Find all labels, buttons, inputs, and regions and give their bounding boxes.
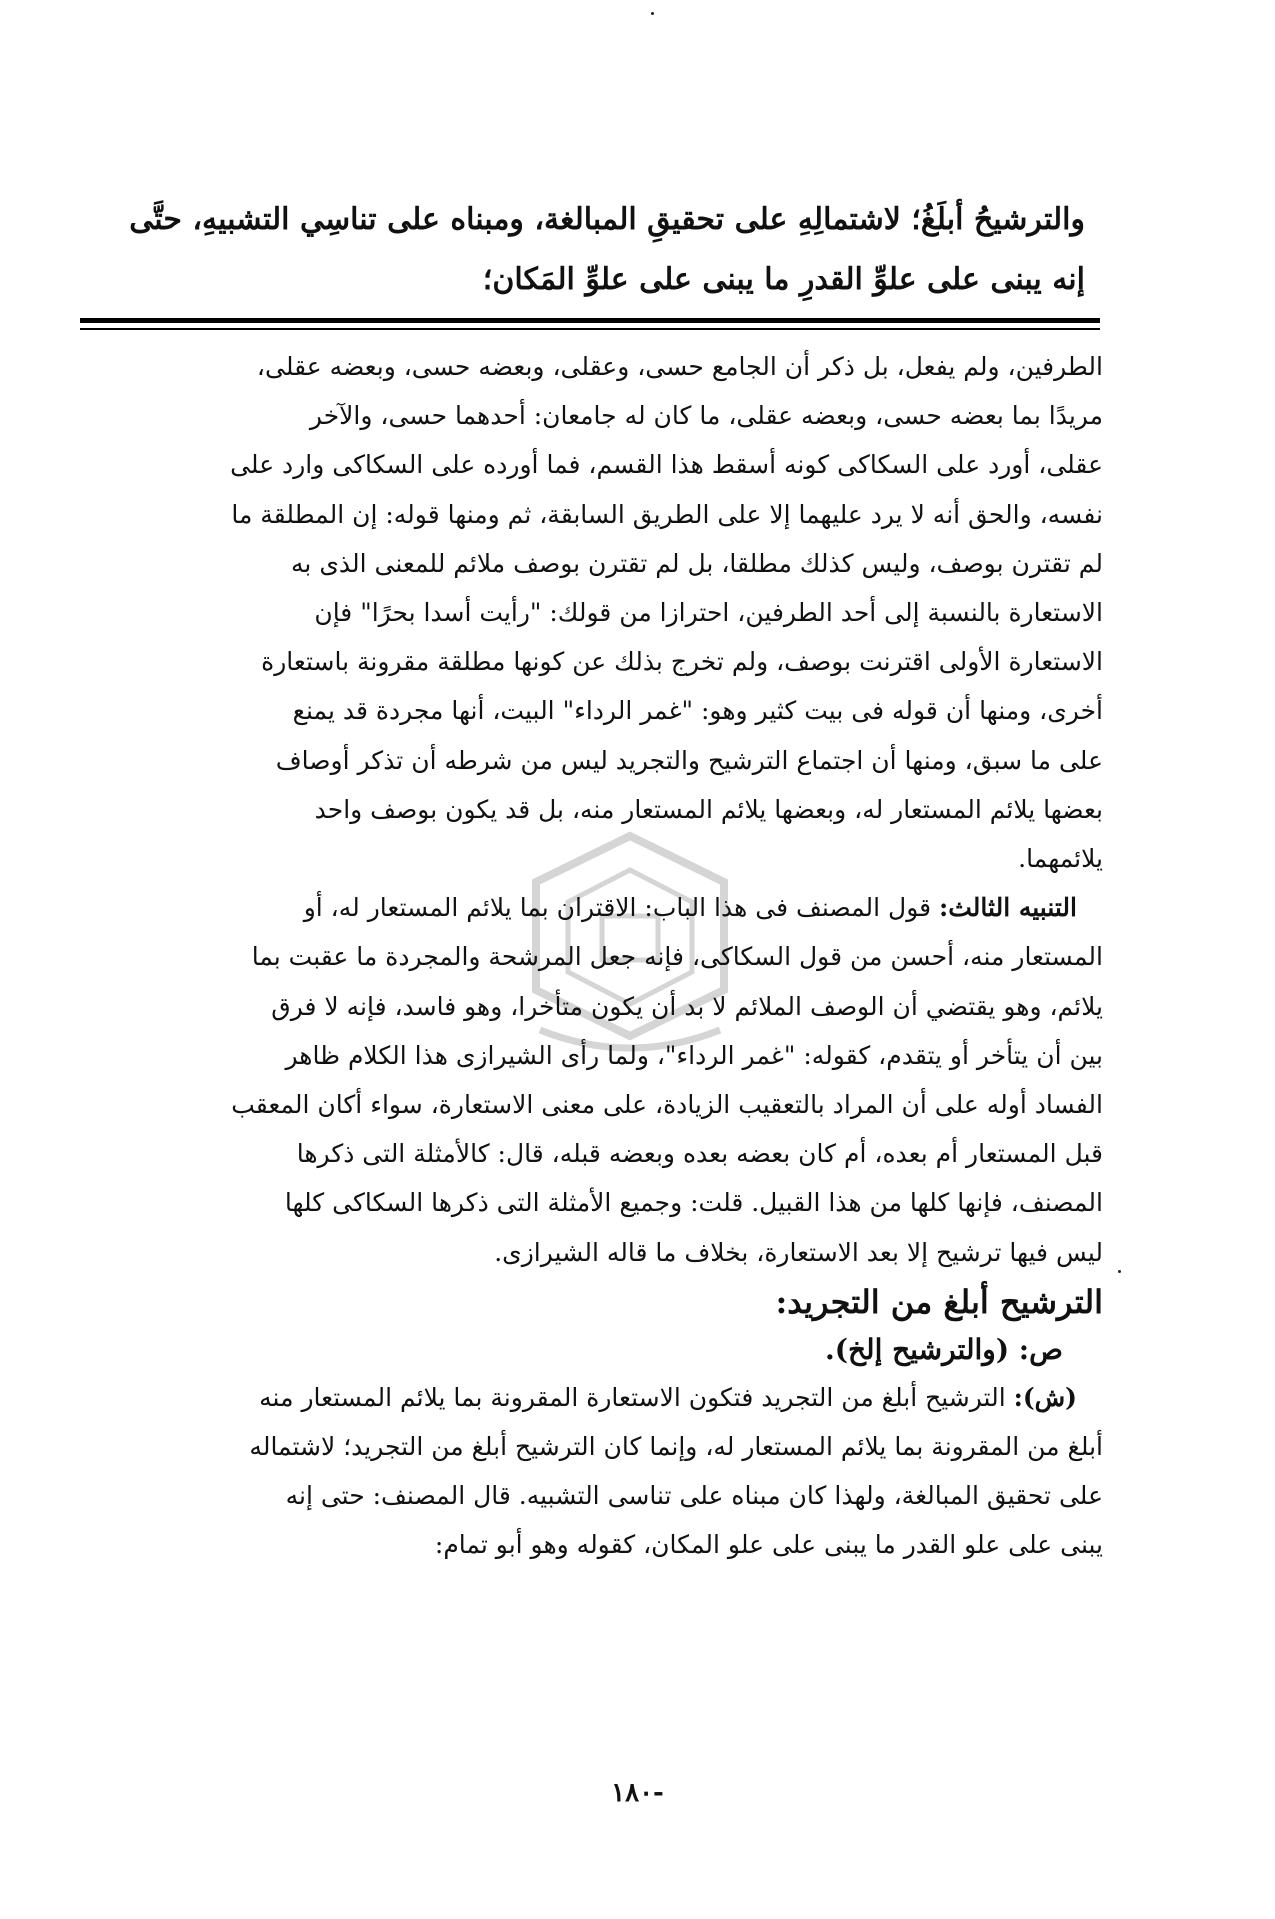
matn-line: والترشيحُ أبلَغُ؛ لاشتمالِهِ على تحقيقِ المبالغة، ومبناه على تناسِي التشبيهِ، حتَّى [129,202,1085,237]
text-line: المستعار منه، أحسن من قول السكاكى، فإنه جعل المرشحة والمجردة ما عقبت بما [251,942,1103,972]
text-line: أبلغ من المقرونة بما يلائم المستعار له، وإنما كان الترشيح أبلغ من التجريد؛ لاشتماله [249,1432,1103,1462]
text-line: الطرفين، ولم يفعل، بل ذكر أن الجامع حسى، وعقلى، وبعضه حسى، وبعضه عقلى، [256,352,1103,381]
text-line: بعضها يلائم المستعار له، وبعضها يلائم المستعار منه، بل قد يكون بوصف واحد [314,794,1103,824]
text-line: المصنف، فإنها كلها من هذا القبيل. قلت: وجميع الأمثلة التى ذكرها السكاكى كلها [284,1188,1103,1218]
margin-mark-top [651,12,654,15]
text-line: الاستعارة بالنسبة إلى أحد الطرفين، احترازا من قولك: "رأيت أسدا بحرًا" فإن [314,598,1103,628]
text-line: يبنى على علو القدر ما يبنى على علو المكان، كقوله وهو أبو تمام: [434,1530,1103,1560]
sharh-first-line [82,1373,1103,1422]
text-line: يلائمهما. [1018,844,1103,874]
text-line: مريدًا بما بعضه حسى، وبعضه عقلى، ما كان له جامعان: أحدهما حسى، والآخر [309,401,1103,431]
text-line: قبل المستعار أم بعده، أم كان بعضه بعده وبعضه قبله، قال: كالأمثلة التى ذكرها [296,1139,1103,1169]
text-line: الترشيح أبلغ من التجريد فتكون الاستعارة المقرونة بما يلائم المستعار منه [259,1382,1006,1412]
page-number: -١٨٠ [611,1778,664,1808]
text-line: يلائم، وهو يقتضي أن الوصف الملائم لا بد أن يكون متأخرا، وهو فاسد، فإنه لا فرق [271,991,1103,1021]
text-line: أخرى، ومنها أن قوله فى بيت كثير وهو: "غمر الرداء" البيت، أنها مجردة قد يمنع [292,696,1103,726]
text-line: على تحقيق المبالغة، ولهذا كان مبناه على تناسى التشبيه. قال المصنف: حتى إنه [285,1481,1103,1511]
text-line: لم تقترن بوصف، وليس كذلك مطلقا، بل لم تقترن بوصف ملائم للمعنى الذى به [291,548,1103,578]
text-line: ليس فيها ترشيح إلا بعد الاستعارة، بخلاف ما قاله الشيرازى. [494,1237,1103,1267]
commentary-body [82,342,1103,1570]
margin-mark-right [1118,1270,1121,1273]
section-heading: الترشيح أبلغ من التجريد: [775,1282,1103,1321]
separator-thin [80,328,1100,330]
sad-line: ص: (والترشيح إلخ). [824,1332,1063,1366]
tanbih-first-line [82,883,1103,932]
matn-line: إنه يبنى على علوِّ القدرِ ما يبنى على علوِّ المَكان؛ [482,262,1085,297]
text-line: على ما سبق، ومنها أن اجتماع الترشيح والتجريد ليس من شرطه أن تذكر أوصاف [275,745,1103,775]
sharh-label: (ش): [1013,1382,1077,1412]
text-line: بين أن يتأخر أو يتقدم، كقوله: "غمر الرداء"، ولما رأى الشيرازى هذا الكلام ظاهر [285,1040,1103,1070]
text-line: عقلى، أورد على السكاكى كونه أسقط هذا القسم، فما أورده على السكاكى وارد على [230,450,1103,480]
text-line: نفسه، والحق أنه لا يرد عليهما إلا على الطريق السابقة، ثم ومنها قوله: إن المطلقة ما [231,499,1103,529]
matn-text [120,190,1085,310]
text-line: قول المصنف فى هذا الباب: الاقتران بما يلائم المستعار له، أو [303,893,932,923]
tanbih-label: التنبيه الثالث: [939,893,1077,923]
text-line: الفساد أوله على أن المراد بالتعقيب الزيادة، على معنى الاستعارة، سواء أكان المعقب [231,1090,1103,1120]
separator-thick [80,318,1100,323]
text-line: الاستعارة الأولى اقترنت بوصف، ولم تخرج بذلك عن كونها مطلقة مقرونة باستعارة [261,647,1103,677]
